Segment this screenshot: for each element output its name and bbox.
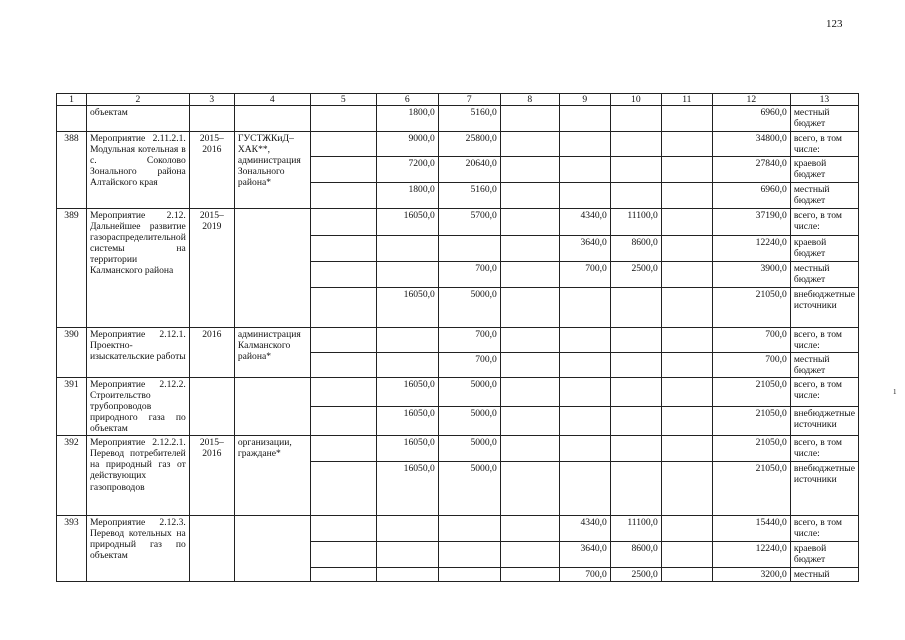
col5-cell <box>310 209 376 236</box>
value-2015: 16050,0 <box>376 209 438 236</box>
value-2019 <box>610 157 661 183</box>
value-2018 <box>559 106 610 132</box>
value-total: 21050,0 <box>712 407 790 436</box>
header-cell-8: 8 <box>500 94 559 106</box>
funding-source: внебюджетные источники <box>790 288 858 328</box>
value-2018 <box>559 132 610 157</box>
col5-cell <box>310 407 376 436</box>
col11-cell <box>661 407 712 436</box>
value-2016: 5000,0 <box>438 407 500 436</box>
funding-source: местный бюджет <box>790 353 858 378</box>
value-total: 3200,0 <box>712 568 790 582</box>
table-row <box>57 132 859 157</box>
header-cell-5: 5 <box>310 94 376 106</box>
value-2019: 2500,0 <box>610 262 661 288</box>
col11-cell <box>661 378 712 407</box>
col5-cell <box>310 328 376 353</box>
value-total: 21050,0 <box>712 462 790 516</box>
executor <box>234 209 310 328</box>
value-2015 <box>376 542 438 568</box>
col5-cell <box>310 262 376 288</box>
value-2018 <box>559 353 610 378</box>
value-2019 <box>610 106 661 132</box>
value-2015 <box>376 236 438 262</box>
col8-cell <box>500 106 559 132</box>
table-row <box>57 436 859 462</box>
col5-cell <box>310 568 376 582</box>
measure-name: Мероприятие 2.12.3. Перевод котельных на природный газ по объектам <box>87 516 190 582</box>
table-row <box>57 209 859 236</box>
header-cell-3: 3 <box>189 94 234 106</box>
value-total: 700,0 <box>712 328 790 353</box>
value-total: 37190,0 <box>712 209 790 236</box>
executor: администрация Калманского района* <box>234 328 310 378</box>
funding-source: краевой бюджет <box>790 157 858 183</box>
col8-cell <box>500 288 559 328</box>
funding-source: местный <box>790 568 858 582</box>
col11-cell <box>661 328 712 353</box>
period <box>189 378 234 436</box>
header-cell-9: 9 <box>559 94 610 106</box>
funding-source: внебюджетные источники <box>790 462 858 516</box>
funding-source: внебюджетные источники <box>790 407 858 436</box>
col5-cell <box>310 353 376 378</box>
value-2015 <box>376 262 438 288</box>
funding-source: всего, в том числе: <box>790 378 858 407</box>
value-2018 <box>559 328 610 353</box>
value-2018: 700,0 <box>559 262 610 288</box>
value-2016: 20640,0 <box>438 157 500 183</box>
col8-cell <box>500 436 559 462</box>
value-2016: 5160,0 <box>438 106 500 132</box>
col11-cell <box>661 209 712 236</box>
value-2015: 1800,0 <box>376 106 438 132</box>
value-total: 700,0 <box>712 353 790 378</box>
col5-cell <box>310 462 376 516</box>
col11-cell <box>661 262 712 288</box>
value-2019 <box>610 328 661 353</box>
col11-cell <box>661 288 712 328</box>
value-2016: 25800,0 <box>438 132 500 157</box>
period: 2015–2019 <box>189 209 234 328</box>
value-2015 <box>376 353 438 378</box>
value-total: 6960,0 <box>712 106 790 132</box>
funding-source: всего, в том числе: <box>790 209 858 236</box>
table-row <box>57 378 859 407</box>
col5-cell <box>310 106 376 132</box>
value-2018: 3640,0 <box>559 236 610 262</box>
value-2018 <box>559 288 610 328</box>
col8-cell <box>500 157 559 183</box>
measure-name: Мероприятие 2.12.2.1. Перевод потребителей на природный газ от действующих газопроводов <box>87 436 190 516</box>
period: 2015–2016 <box>189 436 234 516</box>
col8-cell <box>500 209 559 236</box>
side-mark: 1 <box>893 388 897 396</box>
col11-cell <box>661 183 712 209</box>
measure-name: Мероприятие 2.12. Дальнейшее развитие газораспределительной системы на территории Калманского района <box>87 209 190 328</box>
header-cell-4: 4 <box>234 94 310 106</box>
value-2015 <box>376 328 438 353</box>
value-2015: 7200,0 <box>376 157 438 183</box>
col8-cell <box>500 407 559 436</box>
value-2016: 700,0 <box>438 353 500 378</box>
page-number: 123 <box>826 18 843 30</box>
value-2018 <box>559 378 610 407</box>
value-total: 3900,0 <box>712 262 790 288</box>
value-2015: 1800,0 <box>376 183 438 209</box>
row-number: 390 <box>57 328 87 378</box>
executor <box>234 378 310 436</box>
funding-source: местный бюджет <box>790 183 858 209</box>
value-2016: 5160,0 <box>438 183 500 209</box>
value-2015 <box>376 516 438 542</box>
value-2016: 700,0 <box>438 262 500 288</box>
value-2016: 5700,0 <box>438 209 500 236</box>
value-2019 <box>610 462 661 516</box>
table-row <box>57 516 859 542</box>
value-2016: 5000,0 <box>438 462 500 516</box>
col8-cell <box>500 353 559 378</box>
col8-cell <box>500 516 559 542</box>
col5-cell <box>310 288 376 328</box>
value-2018 <box>559 157 610 183</box>
executor: организации, граждане* <box>234 436 310 516</box>
period: 2015–2016 <box>189 132 234 209</box>
value-total: 21050,0 <box>712 288 790 328</box>
col8-cell <box>500 183 559 209</box>
header-cell-1: 1 <box>57 94 87 106</box>
header-cell-10: 10 <box>610 94 661 106</box>
col8-cell <box>500 328 559 353</box>
funding-source: всего, в том числе: <box>790 516 858 542</box>
header-cell-13: 13 <box>790 94 858 106</box>
value-2019 <box>610 407 661 436</box>
funding-source: всего, в том числе: <box>790 132 858 157</box>
header-cell-6: 6 <box>376 94 438 106</box>
measure-name: Мероприятие 2.12.2. Строительство трубопроводов природного газа по объектам <box>87 378 190 436</box>
executor <box>234 516 310 582</box>
table-row <box>57 328 859 353</box>
header-cell-11: 11 <box>661 94 712 106</box>
value-2015: 16050,0 <box>376 462 438 516</box>
measure-name: Мероприятие 2.11.2.1. Модульная котельная в с. Соколово Зонального района Алтайского края <box>87 132 190 209</box>
value-2015: 16050,0 <box>376 407 438 436</box>
funding-source: краевой бюджет <box>790 542 858 568</box>
row-number <box>57 106 87 132</box>
row-number: 392 <box>57 436 87 516</box>
row-number: 393 <box>57 516 87 582</box>
col11-cell <box>661 568 712 582</box>
value-total: 21050,0 <box>712 378 790 407</box>
value-2019 <box>610 183 661 209</box>
col5-cell <box>310 236 376 262</box>
col5-cell <box>310 183 376 209</box>
col11-cell <box>661 157 712 183</box>
value-2016 <box>438 516 500 542</box>
value-2015: 16050,0 <box>376 378 438 407</box>
value-2018: 4340,0 <box>559 209 610 236</box>
value-2016: 5000,0 <box>438 378 500 407</box>
col5-cell <box>310 157 376 183</box>
row-number: 388 <box>57 132 87 209</box>
col11-cell <box>661 516 712 542</box>
value-2016 <box>438 236 500 262</box>
funding-source: местный бюджет <box>790 106 858 132</box>
measure-name: объектам <box>87 106 190 132</box>
col8-cell <box>500 132 559 157</box>
value-2015 <box>376 568 438 582</box>
funding-source: всего, в том числе: <box>790 328 858 353</box>
row-number: 389 <box>57 209 87 328</box>
col11-cell <box>661 106 712 132</box>
executor <box>234 106 310 132</box>
value-2019: 8600,0 <box>610 542 661 568</box>
col5-cell <box>310 542 376 568</box>
value-2018: 700,0 <box>559 568 610 582</box>
col8-cell <box>500 262 559 288</box>
value-total: 21050,0 <box>712 436 790 462</box>
value-2016 <box>438 568 500 582</box>
value-total: 6960,0 <box>712 183 790 209</box>
budget-table <box>56 93 859 582</box>
measure-name: Мероприятие 2.12.1. Проектно-изыскательские работы <box>87 328 190 378</box>
col8-cell <box>500 568 559 582</box>
value-total: 27840,0 <box>712 157 790 183</box>
value-2016: 5000,0 <box>438 288 500 328</box>
col5-cell <box>310 132 376 157</box>
col11-cell <box>661 542 712 568</box>
value-2018: 4340,0 <box>559 516 610 542</box>
value-2018 <box>559 436 610 462</box>
value-2018 <box>559 407 610 436</box>
value-2018: 3640,0 <box>559 542 610 568</box>
table-row <box>57 106 859 132</box>
value-2019: 11100,0 <box>610 209 661 236</box>
period <box>189 516 234 582</box>
value-2019: 8600,0 <box>610 236 661 262</box>
col8-cell <box>500 236 559 262</box>
col11-cell <box>661 353 712 378</box>
value-2019 <box>610 353 661 378</box>
col11-cell <box>661 236 712 262</box>
value-2016 <box>438 542 500 568</box>
funding-source: краевой бюджет <box>790 236 858 262</box>
col11-cell <box>661 462 712 516</box>
col11-cell <box>661 132 712 157</box>
value-2019 <box>610 288 661 328</box>
value-2016: 5000,0 <box>438 436 500 462</box>
value-2018 <box>559 462 610 516</box>
col5-cell <box>310 436 376 462</box>
header-cell-2: 2 <box>87 94 190 106</box>
value-2019 <box>610 436 661 462</box>
header-row <box>57 94 859 106</box>
col8-cell <box>500 462 559 516</box>
row-number: 391 <box>57 378 87 436</box>
value-total: 34800,0 <box>712 132 790 157</box>
value-2015: 16050,0 <box>376 288 438 328</box>
executor: ГУСТЖКиД–ХАК**, администрация Зонального района* <box>234 132 310 209</box>
value-2015: 16050,0 <box>376 436 438 462</box>
value-2015: 9000,0 <box>376 132 438 157</box>
funding-source: всего, в том числе: <box>790 436 858 462</box>
value-2019 <box>610 132 661 157</box>
period: 2016 <box>189 328 234 378</box>
col11-cell <box>661 436 712 462</box>
col8-cell <box>500 542 559 568</box>
value-2019: 2500,0 <box>610 568 661 582</box>
col5-cell <box>310 516 376 542</box>
header-cell-7: 7 <box>438 94 500 106</box>
col5-cell <box>310 378 376 407</box>
value-2019: 11100,0 <box>610 516 661 542</box>
funding-source: местный бюджет <box>790 262 858 288</box>
period <box>189 106 234 132</box>
value-2016: 700,0 <box>438 328 500 353</box>
header-cell-12: 12 <box>712 94 790 106</box>
value-total: 12240,0 <box>712 236 790 262</box>
value-total: 15440,0 <box>712 516 790 542</box>
value-total: 12240,0 <box>712 542 790 568</box>
col8-cell <box>500 378 559 407</box>
value-2018 <box>559 183 610 209</box>
value-2019 <box>610 378 661 407</box>
